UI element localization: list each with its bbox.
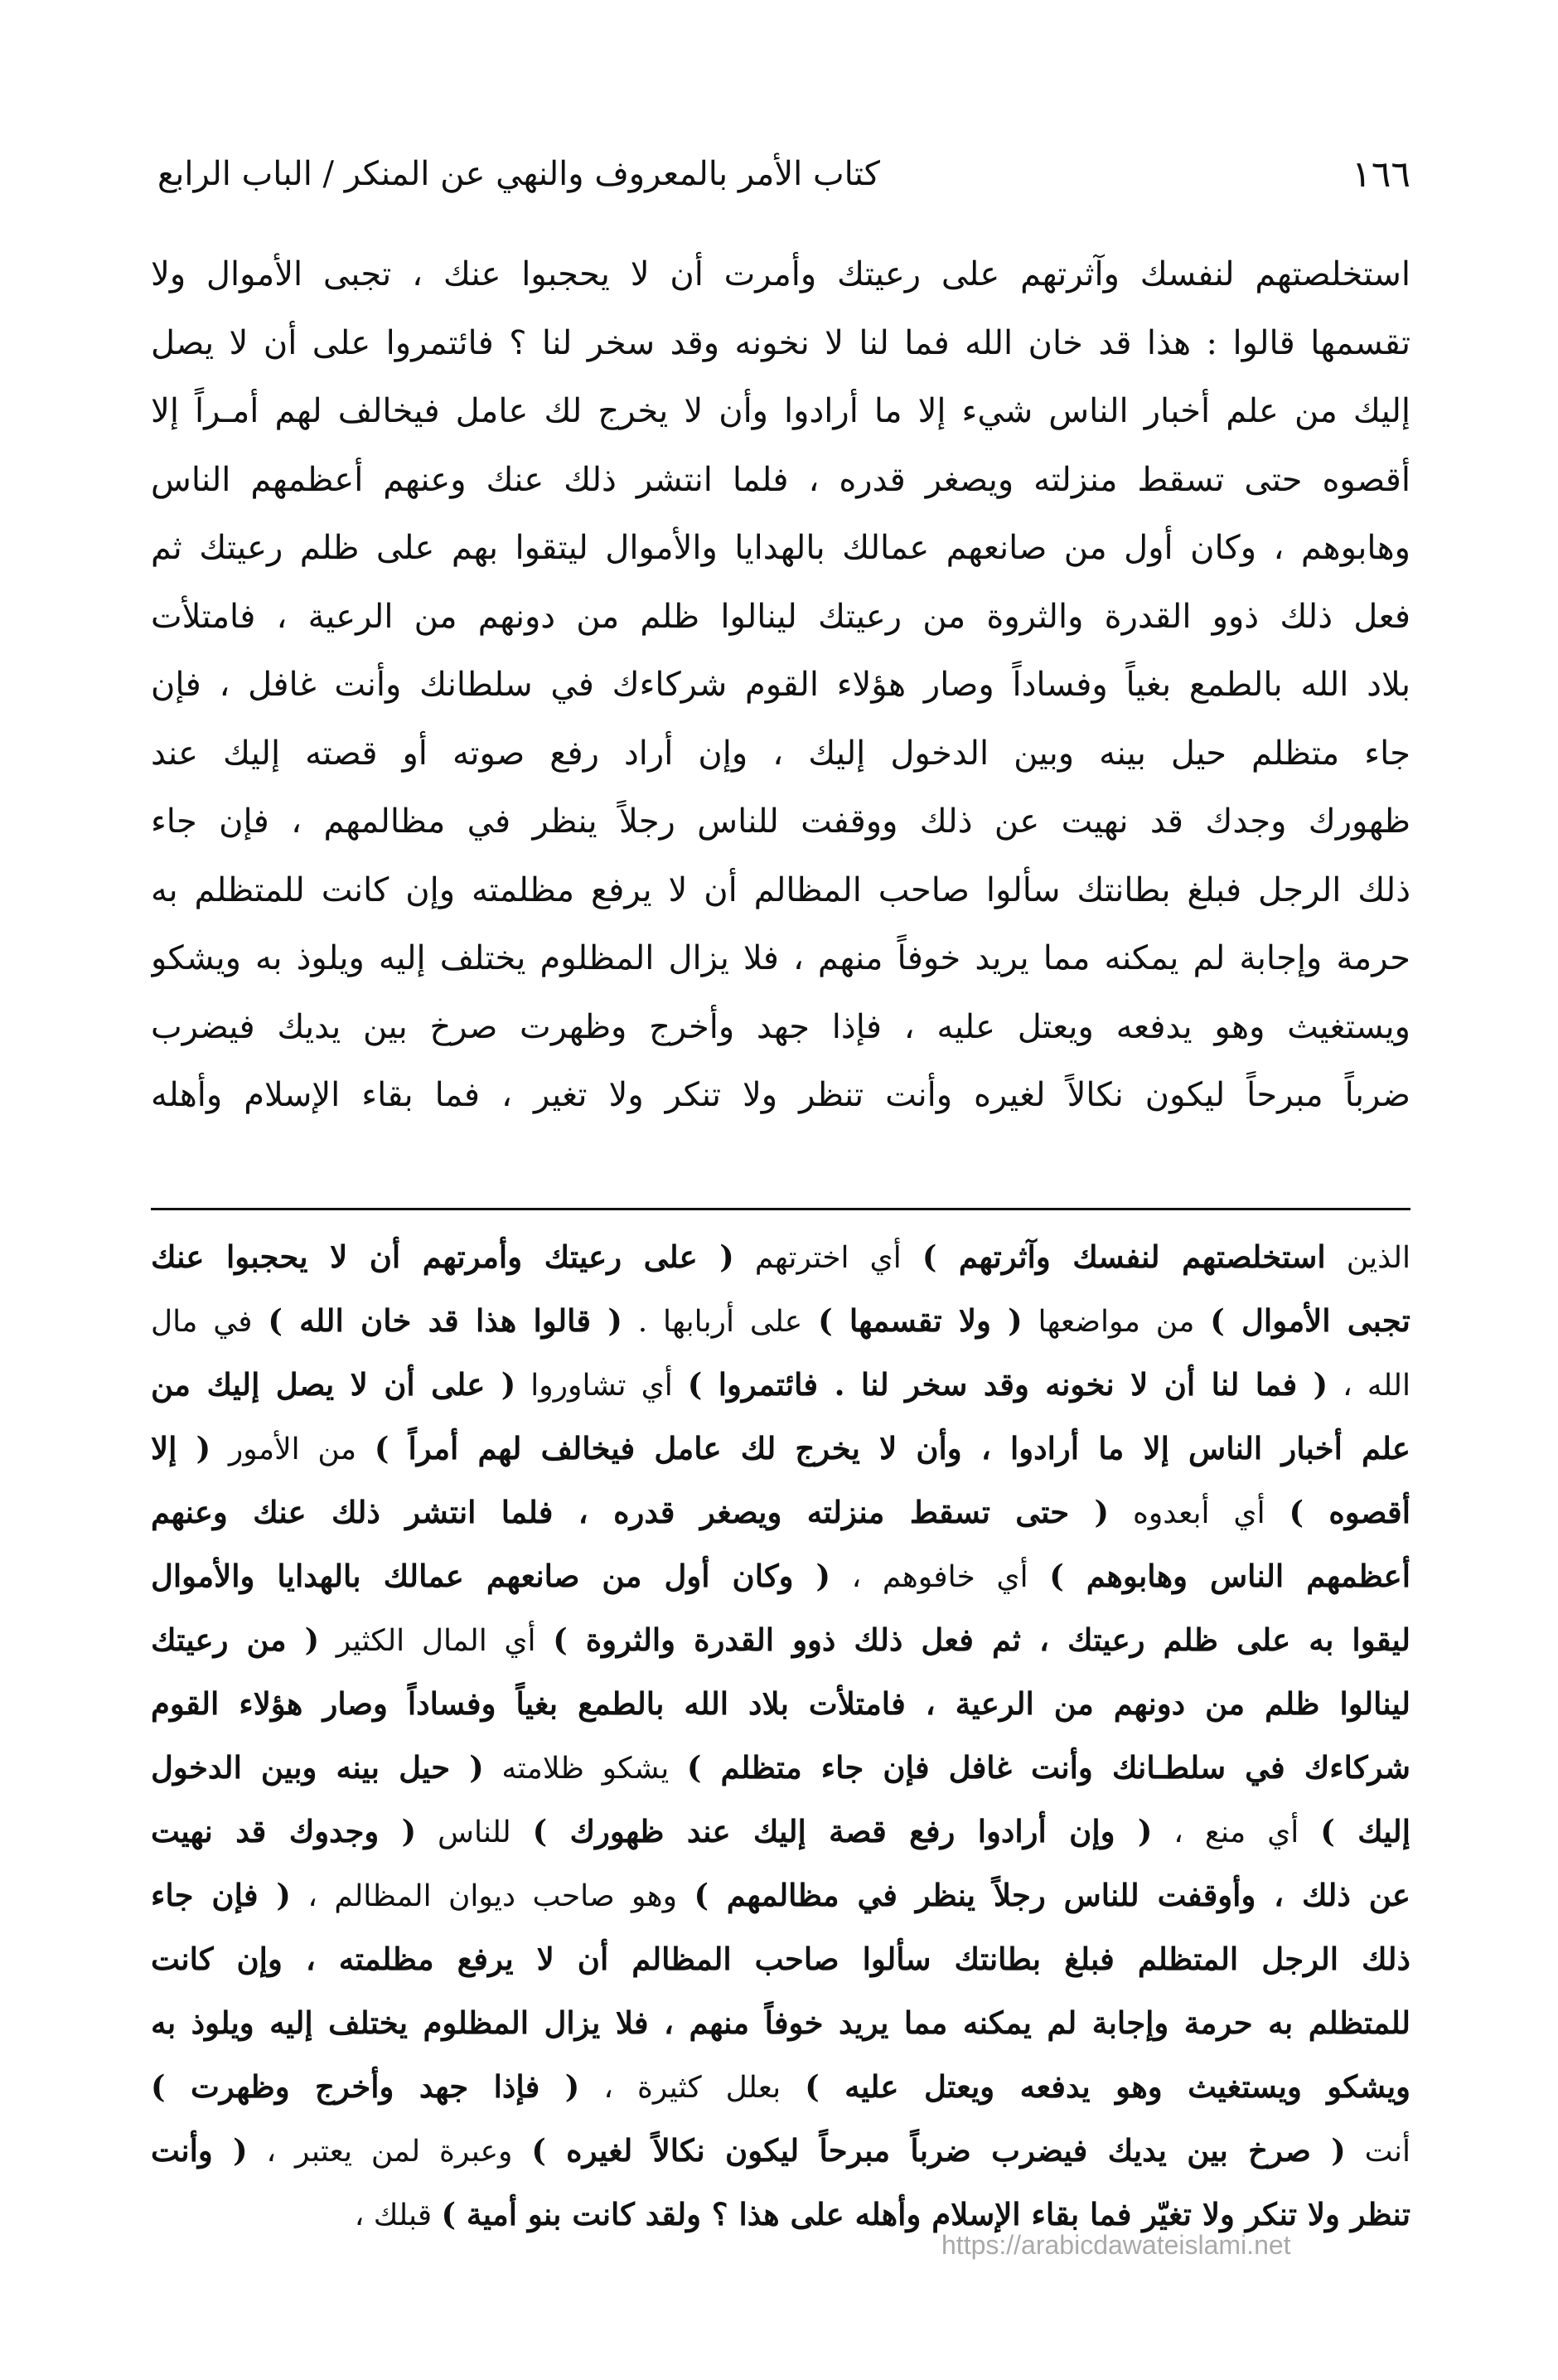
- quoted-text: ( من رعيتك: [151, 1621, 320, 1658]
- gloss-text: في مال: [151, 1305, 269, 1339]
- running-header: [157, 141, 1410, 207]
- watermark: https://arabicdawateislami.net: [941, 2230, 1291, 2260]
- text-line: أقصوه حتى تسقط منزلته ويصغر قدره ، فلما انتشر ذلك عنك وعنهم أعظمهم الناس: [151, 460, 1410, 499]
- commentary-line: [151, 1800, 1410, 1864]
- quoted-text: شركاءك في سلطـانك وأنت غافل فإن جاء متظلم ): [686, 1749, 1410, 1786]
- quoted-text: أقصوه ): [1289, 1494, 1410, 1530]
- text-line: ظهورك وجدك قد نهيت عن ذلك ووقفت للناس رجلاً ينظر في مظالمهم ، فإن جاء: [151, 802, 1410, 841]
- gloss-text: من الأمور: [210, 1432, 375, 1466]
- text-line: إليك من علم أخبار الناس شيء إلا ما أرادوا وأن لا يخرج لك عامل فيخالف لهم أمـراً إلا: [151, 392, 1410, 430]
- quoted-text: علم أخبار الناس إلا ما أرادوا ، وأن لا يخرج لك عامل فيخالف لهم أمراً ): [374, 1430, 1410, 1466]
- commentary-line: [151, 1481, 1410, 1544]
- text-line: حرمة وإجابة لم يمكنه مما يريد خوفاً منهم ، فلا يزال المظلوم يختلف إليه ويلوذ به ويشكو: [151, 939, 1410, 977]
- quoted-text: ( على رعيتك وأمرتهم أن لا يحجبوا عنك: [151, 1238, 734, 1275]
- commentary-line: [151, 1608, 1410, 1672]
- quoted-text: ليقوا به على ظلم رعيتك ، ثم فعل ذلك ذوو القدرة والثروة ): [553, 1621, 1410, 1658]
- text-line: تقسمها قالوا : هذا قد خان الله فما لنا لا نخونه وقد سخر لنا ؟ فائتمروا على أن لا يصل: [151, 323, 1410, 362]
- commentary-line: [151, 1417, 1410, 1481]
- quoted-text: ( وجدوك قد نهيت: [151, 1813, 417, 1849]
- gloss-text: على أربابها .: [622, 1305, 819, 1339]
- text-line: فعل ذلك ذوو القدرة والثروة من رعيتك لينالوا ظلم من دونهم من الرعية ، فامتلأت: [151, 597, 1410, 636]
- text-line: ويستغيث وهو يدفعه ويعتل عليه ، فإذا جهد وأخرج وظهرت صرخ بين يديك فيضرب: [151, 1007, 1410, 1046]
- gloss-text: الله ،: [1328, 1369, 1410, 1403]
- page-number: ١٦٦: [1352, 153, 1410, 196]
- text-line: وهابوهم ، وكان أول من صانعهم عمالك بالهدايا والأموال ليتقوا بهم على ظلم رعيتك ثم: [151, 529, 1410, 567]
- text-line: جاء متظلم حيل بينه وبين الدخول إليك ، وإن أراد رفع صوته أو قصته إليك عند: [151, 734, 1410, 773]
- quoted-text: ( فإن جاء: [151, 1877, 291, 1913]
- quoted-text: ذلك الرجل المتظلم فبلغ بطانتك سألوا صاحب المظالم أن لا يرفع مظلمته ، وإن كانت: [151, 1941, 1410, 1977]
- gloss-text: أي تشاوروا: [515, 1369, 688, 1403]
- quoted-text: ( وأنت: [151, 2132, 248, 2169]
- gloss-text: أي اخترتهم: [733, 1241, 922, 1275]
- quoted-text: ( وكان أول من صانعهم عمالك بالهدايا والأموال: [151, 1558, 830, 1594]
- main-text: [151, 240, 1410, 1130]
- running-title: كتاب الأمر بالمعروف والنهي عن المنكر / الباب الرابع: [157, 155, 880, 193]
- gloss-text: الذين: [1325, 1241, 1410, 1275]
- commentary-line: [151, 1672, 1410, 1736]
- gloss-text: يشكو ظلامته: [483, 1752, 687, 1786]
- gloss-text: من مواضعها: [1022, 1305, 1211, 1339]
- commentary-line: [151, 1353, 1410, 1417]
- text-line: ضرباً مبرحاً ليكون نكالاً لغيره وأنت تنظر ولا تنكر ولا تغير ، فما بقاء الإسلام وأهله: [151, 1076, 1410, 1114]
- gloss-text: قبلك ،: [354, 2198, 442, 2232]
- gloss-text: بعلل كثيرة ،: [579, 2071, 806, 2105]
- commentary-text: [151, 1225, 1410, 2247]
- quoted-text: ( حيل بينه وبين الدخول: [151, 1749, 484, 1786]
- commentary-line: [151, 1927, 1410, 1991]
- commentary-line: [151, 1991, 1410, 2055]
- text-line: بلاد الله بالطمع بغياً وفساداً وصار هؤلاء القوم شركاءك في سلطانك وأنت غافل ، فإن: [151, 666, 1410, 704]
- gloss-text: أي منع ،: [1152, 1815, 1321, 1849]
- quoted-text: أعظمهم الناس وهابوهم ): [1049, 1558, 1410, 1594]
- commentary-line: [151, 1864, 1410, 1927]
- gloss-text: للناس: [416, 1815, 533, 1849]
- commentary-line: [151, 1225, 1410, 1289]
- gloss-text: أي أبعدوه: [1109, 1496, 1289, 1530]
- quoted-text: ( قالوا هذا قد خان الله ): [268, 1302, 622, 1339]
- quoted-text: ( وإن أرادوا رفع قصة إليك عند ظهورك ): [532, 1813, 1153, 1849]
- quoted-text: عن ذلك ، وأوقفت للناس رجلاً ينظر في مظالمهم ): [694, 1877, 1410, 1913]
- text-line: استخلصتهم لنفسك وآثرتهم على رعيتك وأمرت أن لا يحجبوا عنك ، تجبى الأموال ولا: [151, 255, 1410, 293]
- commentary-line: [151, 1736, 1410, 1800]
- quoted-text: ( على أن لا يصل إليك من: [151, 1366, 516, 1403]
- quoted-text: تنظر ولا تنكر ولا تغيّر فما بقاء الإسلام وأهله على هذا ؟ ولقد كانت بنو أمية ): [441, 2196, 1410, 2232]
- quoted-text: ( صرخ بين يديك فيضرب ضرباً مبرحاً ليكون نكالاً لغيره ): [531, 2132, 1346, 2169]
- quoted-text: لينالوا ظلم من دونهم من الرعية ، فامتلأت بلاد الله بالطمع بغياً وفساداً وصار هؤلاء القوم: [151, 1685, 1410, 1722]
- text-line: ذلك الرجل فبلغ بطانتك سألوا صاحب المظالم أن لا يرفع مظلمته وإن كانت للمتظلم به: [151, 870, 1410, 909]
- commentary-line: [151, 2055, 1410, 2119]
- gloss-text: أي خافوهم ،: [830, 1560, 1050, 1594]
- quoted-text: للمتظلم به حرمة وإجابة لم يمكنه مما يريد خوفاً منهم ، فلا يزال المظلوم يختلف إليه ويلوذ به: [151, 2004, 1410, 2041]
- footnote-separator: [151, 1208, 1410, 1210]
- quoted-text: ( فإذا جهد وأخرج وظهرت ): [151, 2068, 580, 2105]
- commentary-line: [151, 1289, 1410, 1353]
- commentary-line: [151, 2119, 1410, 2183]
- quoted-text: ( فما لنا أن لا نخونه وقد سخر لنا . فائتمروا ): [687, 1366, 1328, 1403]
- quoted-text: ويشكو ويستغيث وهو يدفعه ويعتل عليه ): [805, 2068, 1410, 2105]
- gloss-text: أي المال الكثير: [319, 1624, 554, 1658]
- quoted-text: ( ولا تقسمها ): [818, 1302, 1023, 1339]
- gloss-text: وعبرة لمن يعتبر ،: [247, 2135, 532, 2169]
- quoted-text: ( إلا: [151, 1430, 211, 1466]
- quoted-text: ( حتى تسقط منزلته ويصغر قدره ، فلما انتشر ذلك عنك وعنهم: [151, 1494, 1110, 1530]
- quoted-text: إليك ): [1320, 1813, 1410, 1849]
- gloss-text: أنت: [1345, 2135, 1410, 2169]
- commentary-line: [151, 1544, 1410, 1608]
- quoted-text: استخلصتهم لنفسك وآثرتهم ): [922, 1238, 1326, 1275]
- gloss-text: وهو صاحب ديوان المظالم ،: [290, 1879, 694, 1913]
- quoted-text: تجبى الأموال ): [1210, 1302, 1410, 1339]
